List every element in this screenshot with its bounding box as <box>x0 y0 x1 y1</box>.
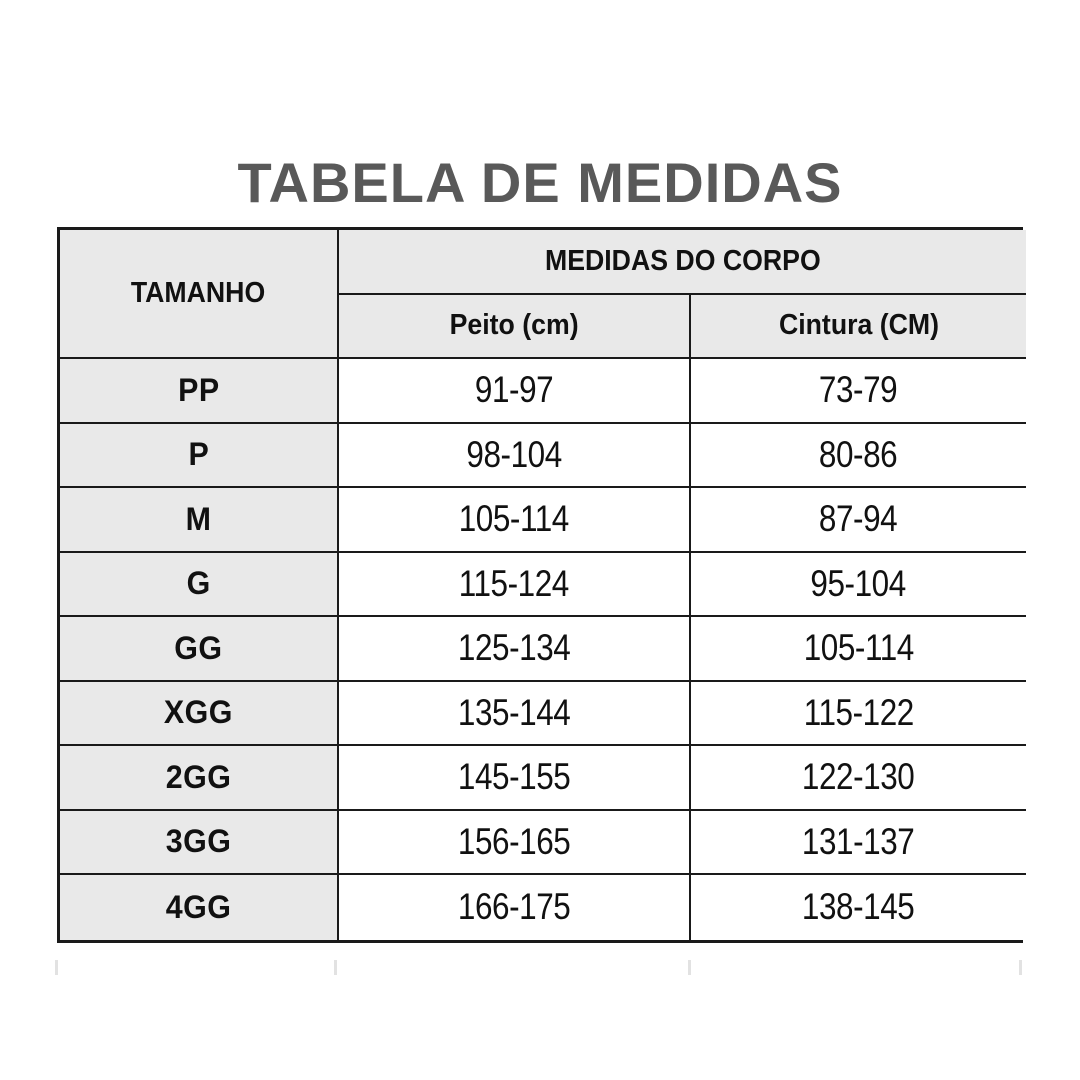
size-chart-table <box>57 227 1023 943</box>
waist-value-cell: 95-104 <box>691 553 1026 618</box>
waist-value-cell: 122-130 <box>691 746 1026 811</box>
artifact-tick <box>688 960 691 975</box>
waist-value-cell: 73-79 <box>691 359 1026 424</box>
waist-column-header-label: Cintura (CM) <box>778 309 939 342</box>
chest-value-cell: 98-104 <box>339 424 691 489</box>
waist-value-cell: 87-94 <box>691 488 1026 553</box>
waist-column-header-cell <box>691 295 1026 360</box>
waist-value-cell: 80-86 <box>691 424 1026 489</box>
size-cell: M <box>60 488 339 553</box>
waist-value-cell: 105-114 <box>691 617 1026 682</box>
waist-value-cell: 131-137 <box>691 811 1026 876</box>
chest-value-cell: 91-97 <box>339 359 691 424</box>
size-cell: P <box>60 424 339 489</box>
waist-value-cell: 115-122 <box>691 682 1026 747</box>
chest-value-cell: 156-165 <box>339 811 691 876</box>
chest-value-cell: 105-114 <box>339 488 691 553</box>
artifact-tick <box>55 960 58 975</box>
chest-value-cell: 125-134 <box>339 617 691 682</box>
artifact-tick <box>1019 960 1022 975</box>
size-cell: PP <box>60 359 339 424</box>
group-header-cell <box>339 230 1026 295</box>
size-column-header-cell <box>60 230 339 359</box>
artifact-tick <box>334 960 337 975</box>
size-cell: 4GG <box>60 875 339 940</box>
size-cell: GG <box>60 617 339 682</box>
chest-column-header-label: Peito (cm) <box>449 309 579 342</box>
chest-value-cell: 135-144 <box>339 682 691 747</box>
group-header-label: MEDIDAS DO CORPO <box>544 244 821 277</box>
size-cell: G <box>60 553 339 618</box>
size-column-header-label: TAMANHO <box>131 277 266 309</box>
page-title: TABELA DE MEDIDAS <box>237 151 843 214</box>
chest-value-cell: 166-175 <box>339 875 691 940</box>
chest-value-cell: 115-124 <box>339 553 691 618</box>
size-cell: 3GG <box>60 811 339 876</box>
size-cell: XGG <box>60 682 339 747</box>
waist-value-cell: 138-145 <box>691 875 1026 940</box>
chest-column-header-cell <box>339 295 691 360</box>
chest-value-cell: 145-155 <box>339 746 691 811</box>
size-cell: 2GG <box>60 746 339 811</box>
